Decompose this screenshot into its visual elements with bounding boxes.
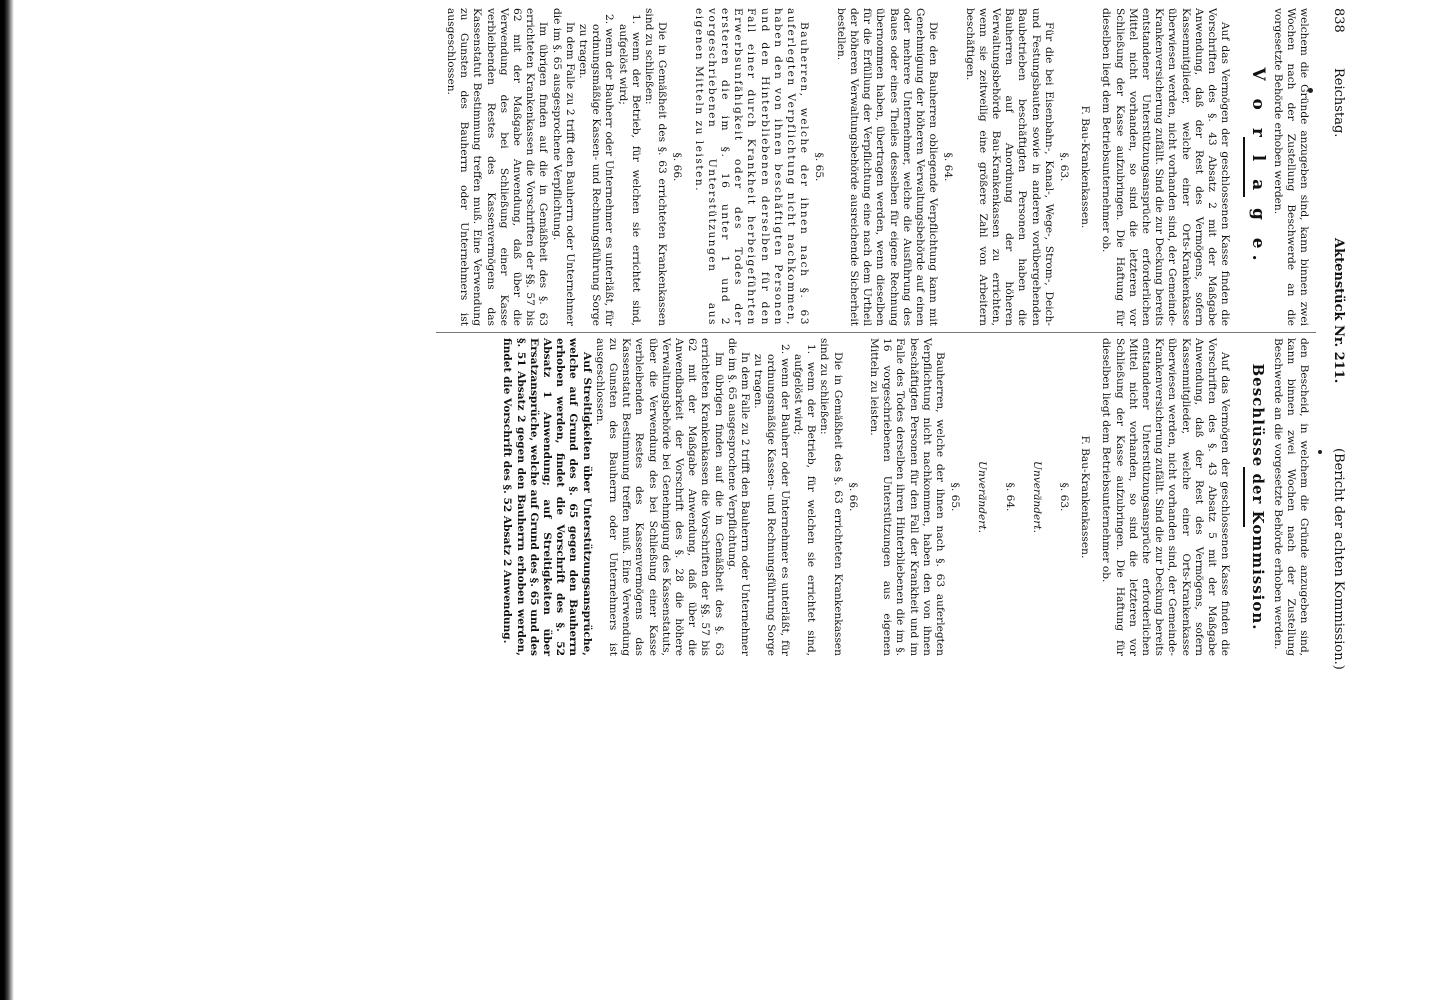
right-s66-para2: In dem Falle zu 2 trifft den Bauherrn oder Unternehmer die im §. 65 ausgesprochene Verpflichtung. bbox=[725, 338, 752, 656]
left-s65: §. 65. bbox=[813, 152, 826, 182]
right-s66-intro: Die in Gemäßheit des §. 63 errichteten Krankenkassen sind zu schließen: bbox=[818, 338, 844, 656]
left-column-vorlage bbox=[444, 8, 1310, 326]
funding-sidebar bbox=[1408, 0, 1432, 1000]
right-s66: §. 66. bbox=[846, 482, 859, 512]
right-s65: §. 65. bbox=[949, 482, 962, 512]
right-s64-text: Unverändert. bbox=[976, 461, 989, 533]
right-s66-item2: 2. wenn der Bauherr oder Unternehmer es unterläßt, für ordnungsmäßige Kassen- und Rechnungsführung Sorge zu tragen. bbox=[752, 344, 791, 656]
page-header bbox=[1324, 8, 1350, 970]
left-intro: welchem die Gründe anzugeben sind, kann binnen zwei Wochen nach der Zustellung Beschwerde an die vorgesetzte Behörde erhoben werden. bbox=[1271, 8, 1310, 326]
left-s63-text: Für die bei Eisenbahn-, Kanal-, Wege-, Strom-, Deich- und Festungsbauten sowie in anderen vorübergehenden Baubetrieben beschäftigten Personen haben die Bauherren auf Anordnung der höheren Verwaltungsbehörde Bau-Krankenkassen zu errichten, wenn sie zeitweilig eine größere Zahl von Arbeitern beschäftigen. bbox=[963, 8, 1055, 326]
left-s66-para3: Im übrigen finden auf die in Gemäßheit des §. 63 errichteten Krankenkassen die Vorschriften der §§. 57 bis 62 mit der Maßgabe Anwendung, daß über die Verwendung des bei Schließung einer Kasse verbleibenden Restes des Kassenvermögens das Kassenstatut Bestimmung treffen muß. Eine Verwendung zu Gunsten des Bauherrn oder Unternehmers ist ausgeschlossen. bbox=[445, 8, 550, 326]
page-number: 838 bbox=[1331, 8, 1346, 33]
right-title: Beschlüsse der Kommission. bbox=[1249, 363, 1268, 631]
right-s66-item1: 1. wenn der Betrieb, für welchen sie errichtet sind, aufgelöst wird; bbox=[791, 344, 818, 656]
scan-edge-shadow bbox=[0, 0, 14, 1000]
column-divider bbox=[436, 332, 1316, 333]
right-column-beschluesse bbox=[500, 338, 1310, 656]
rotated-document-page bbox=[30, 8, 1350, 970]
left-section-f: F. Bau-Krankenkassen. bbox=[1079, 105, 1092, 229]
right-para-1: Auf das Vermögen der geschlossenen Kasse finden die Vorschriften des §. 43 Absatz 5 mit der Maßgabe Anwendung, daß der Rest des Vermögens, sofern Kassenmitglieder, welche einer Orts-Krankenkasse überwiesen werden, nicht vorhanden sind, der Gemeinde-Krankenversicherung zufällt. Sind die zur Deckung bereits entstandener Unterstützungsansprüche erforderlichen Mittel nicht vorhanden, so sind die letzteren vor Schließung der Kasse aufzubringen. Die Haftung für dieselben liegt dem Betriebsunternehmer ob. bbox=[1100, 338, 1232, 656]
left-title: V o r l a g e. bbox=[1248, 67, 1269, 267]
left-s66-item2: 2. wenn der Bauherr oder Unternehmer es unterläßt, für ordnungsmäßige Kassen- und Rechnungsführung Sorge zu tragen. bbox=[577, 14, 616, 326]
title-rule bbox=[1243, 137, 1245, 197]
left-s63: §. 63. bbox=[1057, 152, 1070, 182]
left-s65-text: Bauherren, welche der ihnen nach §. 63 auferlegten Verpflichtung nicht nachkommen, haben den von ihnen beschäftigten Personen und den Hinterbliebenen derselben für den Fall einer durch Krankheit herbeigeführten Erwerbsunfähigkeit oder des Todes der ersteren die im §. 16 unter 1 und 2 vorgeschriebenen Unterstützungen aus eigenen Mitteln zu leisten. bbox=[692, 8, 811, 326]
header-left: Reichstag. bbox=[1331, 68, 1346, 138]
left-s66-item1: 1. wenn der Betrieb, für welchen sie errichtet sind, aufgelöst wird; bbox=[616, 14, 642, 326]
right-s63: §. 63. bbox=[1057, 482, 1070, 512]
left-s66: §. 66. bbox=[671, 152, 684, 182]
left-s64: §. 64. bbox=[942, 152, 955, 182]
right-s64: §. 64. bbox=[1003, 482, 1016, 512]
right-s63-text: Unverändert. bbox=[1030, 461, 1043, 533]
right-s66-para4: Auf Streitigkeiten über Unterstützungsansprüche, welche auf Grund des §. 65 gegen den Bauherrn erhoben werden, findet die Vorschrift des §. 52 Absatz 1 Anwendung; auf Streitigkeiten über Ersatzansprüche, welche auf Grund des §. 65 und des §. 51 Absatz 2 gegen den Bauherrn erhoben werden, findet die Vorschrift des §. 52 Absatz 2 Anwendung. bbox=[501, 338, 593, 656]
right-intro: den Bescheid, in welchem die Gründe anzugeben sind, kann binnen zwei Wochen nach der Zustellung Beschwerde an die vorgesetzte Behörde erhoben werden. bbox=[1271, 338, 1310, 656]
title-rule bbox=[1243, 467, 1245, 527]
left-para-1: Auf das Vermögen der geschlossenen Kasse finden die Vorschriften des §. 43 Absatz 2 mit der Maßgabe Anwendung, daß der Rest des Vermögens, sofern Kassenmitglieder, welche einer Orts-Krankenkasse überwiesen werden, nicht vorhanden sind, der Gemeinde-Krankenversicherung zufällt. Sind die zur Deckung bereits entstandener Unterstützungsansprüche erforderlichen Mittel nicht vorhanden, so sind die letzteren vor Schließung der Kasse aufzubringen. Die Haftung für dieselben liegt dem Betriebsunternehmer ob. bbox=[1100, 8, 1232, 326]
right-section-f: F. Bau-Krankenkassen. bbox=[1079, 435, 1092, 559]
left-s66-para2: In dem Falle zu 2 trifft den Bauherrn oder Unternehmer die im §. 65 ausgesprochene Verpflichtung. bbox=[550, 8, 576, 326]
left-s64-text: Die den Bauherren obliegende Verpflichtung kann mit Genehmigung der höheren Verwaltungsbehörde auf einen oder mehrere Unternehmer, welche die Ausführung des Baues oder eines Theiles desselben für eigene Rechnung übernommen haben, übertragen werden, wenn dieselben für die Erfüllung der Verpflichtung eine nach dem Urtheil der höheren Verwaltungsbehörde ausreichende Sicherheit bestellen. bbox=[834, 8, 940, 326]
right-s65-text: Bauherren, welche der ihnen nach §. 63 auferlegten Verpflichtung nicht nachkommen, haben den von ihnen beschäftigten Personen für den Fall der Krankheit und im Falle des Todes derselben ihren Hinterbliebenen die im §. 16 vorgeschriebenen Unterstützungen aus eigenen Mitteln zu leisten. bbox=[867, 338, 946, 656]
right-s66-para3: Im übrigen finden auf die in Gemäßheit des §. 63 errichteten Krankenkassen die Vorschriften der §§. 57 bis 62 mit der Maßgabe Anwendung, daß über die Anwendbarkeit der Vorschrift des §. 28 die höhere Verwaltungsbehörde bei Genehmigung des Kassenstatuts, über die Verwendung des bei Schließung einer Kasse verbleibenden Restes des Kassenvermögens das Kassenstatut Bestimmung treffen muß. Eine Verwendung zu Gunsten des Bauherrn oder Unternehmers ist ausgeschlossen. bbox=[593, 338, 725, 656]
report-reference: (Bericht der achten Kommission.) bbox=[1331, 448, 1346, 670]
document-number: Aktenstück Nr. 211. bbox=[1331, 238, 1346, 384]
left-s66-intro: Die in Gemäßheit des §. 63 errichteten Krankenkassen sind zu schließen: bbox=[643, 8, 669, 326]
